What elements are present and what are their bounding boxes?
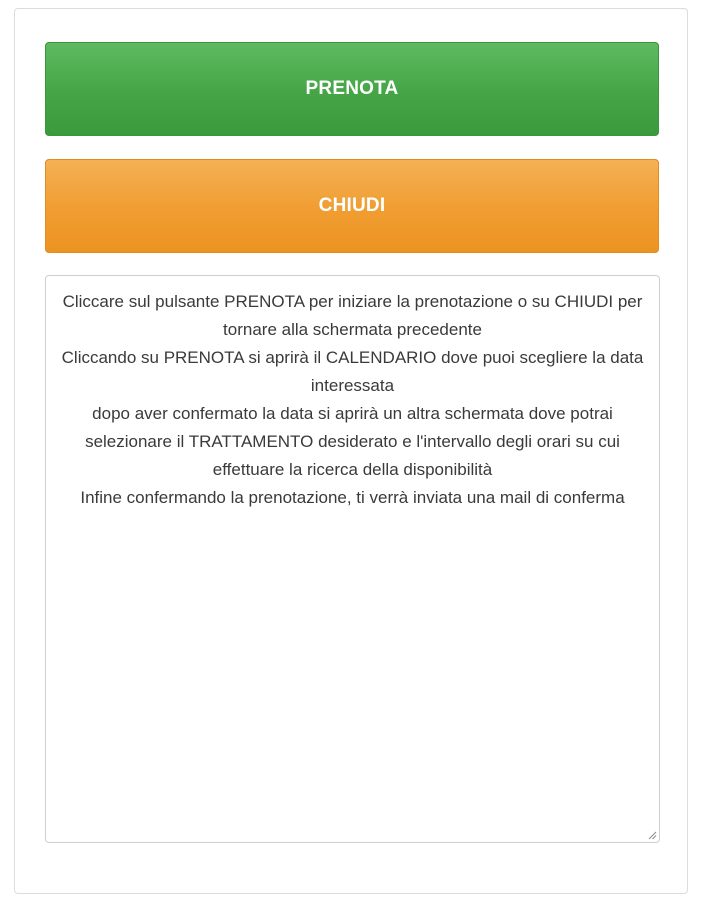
resize-handle-icon[interactable]	[647, 830, 657, 840]
instruction-line: Cliccando su PRENOTA si aprirà il CALENDARIO dove puoi scegliere la data interessata	[61, 348, 644, 395]
instruction-line: dopo aver confermato la data si aprirà un altra schermata dove potrai selezionare il TRATTAMENTO desiderato e l'intervallo degli orari su cui effettuare la ricerca della disponibilità	[85, 404, 620, 479]
instruction-line: Infine confermando la prenotazione, ti verrà inviata una mail di conferma	[80, 488, 625, 507]
instruction-line: Cliccare sul pulsante PRENOTA per iniziare la prenotazione o su CHIUDI per tornare alla schermata precedente	[62, 292, 643, 339]
instructions-textarea[interactable]	[45, 275, 660, 843]
chiudi-button[interactable]: CHIUDI	[45, 159, 659, 253]
booking-panel	[14, 8, 688, 894]
prenota-button[interactable]: PRENOTA	[45, 42, 659, 136]
